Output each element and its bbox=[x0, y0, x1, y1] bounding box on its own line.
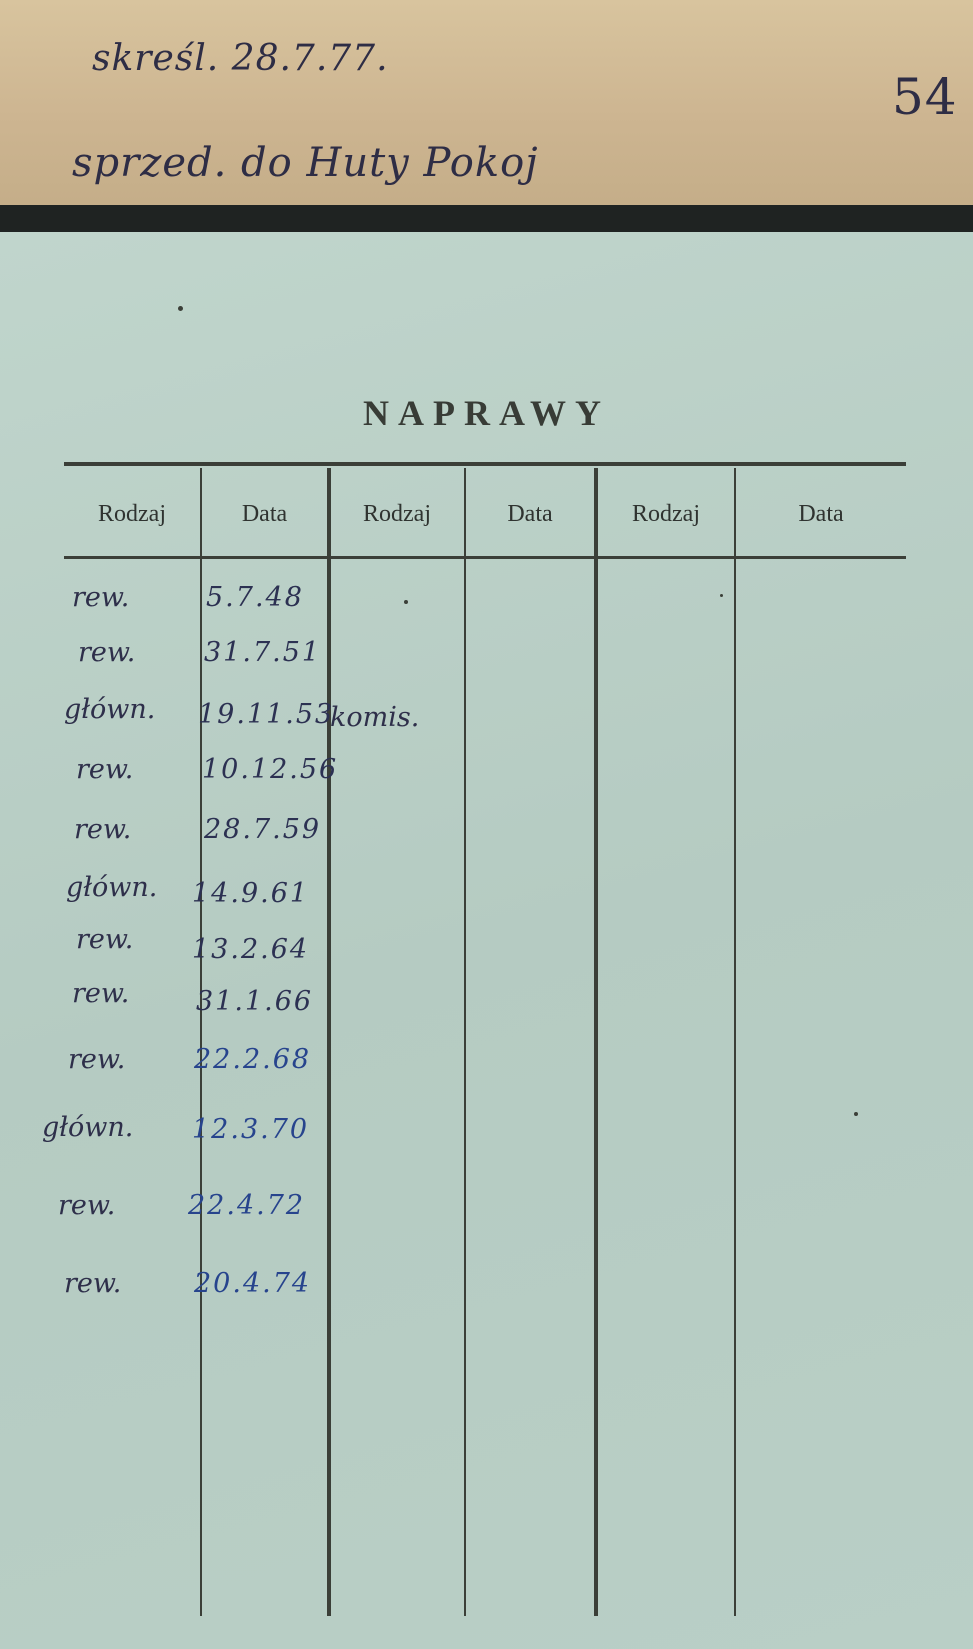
row-8-kind: rew. bbox=[72, 978, 130, 1009]
column-divider bbox=[327, 468, 331, 1616]
row-1-date: 5.7.48 bbox=[206, 582, 304, 613]
ink-speck bbox=[720, 594, 723, 597]
row-7-date: 13.2.64 bbox=[192, 934, 310, 965]
ink-speck bbox=[178, 306, 183, 311]
row-7-kind: rew. bbox=[76, 924, 134, 955]
row-10-kind: główn. bbox=[42, 1112, 134, 1143]
row-5-date: 28.7.59 bbox=[204, 814, 322, 845]
row-8-date: 31.1.66 bbox=[196, 986, 314, 1017]
row-11-date: 22.4.72 bbox=[188, 1190, 306, 1221]
row-6-date: 14.9.61 bbox=[192, 878, 310, 909]
row-6-kind: główn. bbox=[66, 872, 158, 903]
column-divider bbox=[594, 468, 598, 1616]
header-data-3: Data bbox=[798, 501, 844, 527]
page-number: 54 bbox=[892, 68, 958, 126]
row-3-kind: główn. bbox=[64, 694, 156, 725]
row-12-kind: rew. bbox=[64, 1268, 122, 1299]
row-2-kind: rew. bbox=[78, 637, 136, 668]
handwritten-note-struck-off: skreśl. 28.7.77. bbox=[92, 38, 389, 79]
row-3-date: 19.11.53 bbox=[198, 699, 335, 730]
column-divider bbox=[464, 468, 466, 1616]
row-10-date: 12.3.70 bbox=[192, 1114, 310, 1145]
card-title: NAPRAWY bbox=[363, 393, 610, 433]
row-3-extra: komis. bbox=[330, 702, 420, 733]
repair-card bbox=[0, 232, 973, 1649]
header-data-1: Data bbox=[241, 501, 288, 527]
table-header-rule bbox=[64, 556, 906, 559]
header-data-2: Data bbox=[507, 501, 553, 527]
row-4-kind: rew. bbox=[76, 754, 134, 785]
handwritten-note-sold: sprzed. do Huty Pokoj bbox=[72, 140, 539, 186]
row-5-kind: rew. bbox=[74, 814, 132, 845]
row-4-date: 10.12.56 bbox=[202, 754, 339, 785]
repairs-table bbox=[42, 462, 906, 1612]
table-top-rule bbox=[64, 462, 906, 466]
row-9-date: 22.2.68 bbox=[194, 1044, 312, 1075]
brown-flap bbox=[0, 0, 973, 212]
header-rodzaj-1: Rodzaj bbox=[98, 501, 166, 527]
header-rodzaj-3: Rodzaj bbox=[632, 501, 700, 527]
ink-speck bbox=[404, 600, 408, 604]
row-11-kind: rew. bbox=[58, 1190, 116, 1221]
ink-speck bbox=[854, 1112, 858, 1116]
row-9-kind: rew. bbox=[68, 1044, 126, 1075]
column-divider bbox=[734, 468, 736, 1616]
header-rodzaj-2: Rodzaj bbox=[363, 501, 431, 527]
row-12-date: 20.4.74 bbox=[194, 1268, 312, 1299]
row-1-kind: rew. bbox=[72, 582, 130, 613]
row-2-date: 31.7.51 bbox=[204, 637, 322, 668]
column-divider bbox=[200, 468, 202, 1616]
